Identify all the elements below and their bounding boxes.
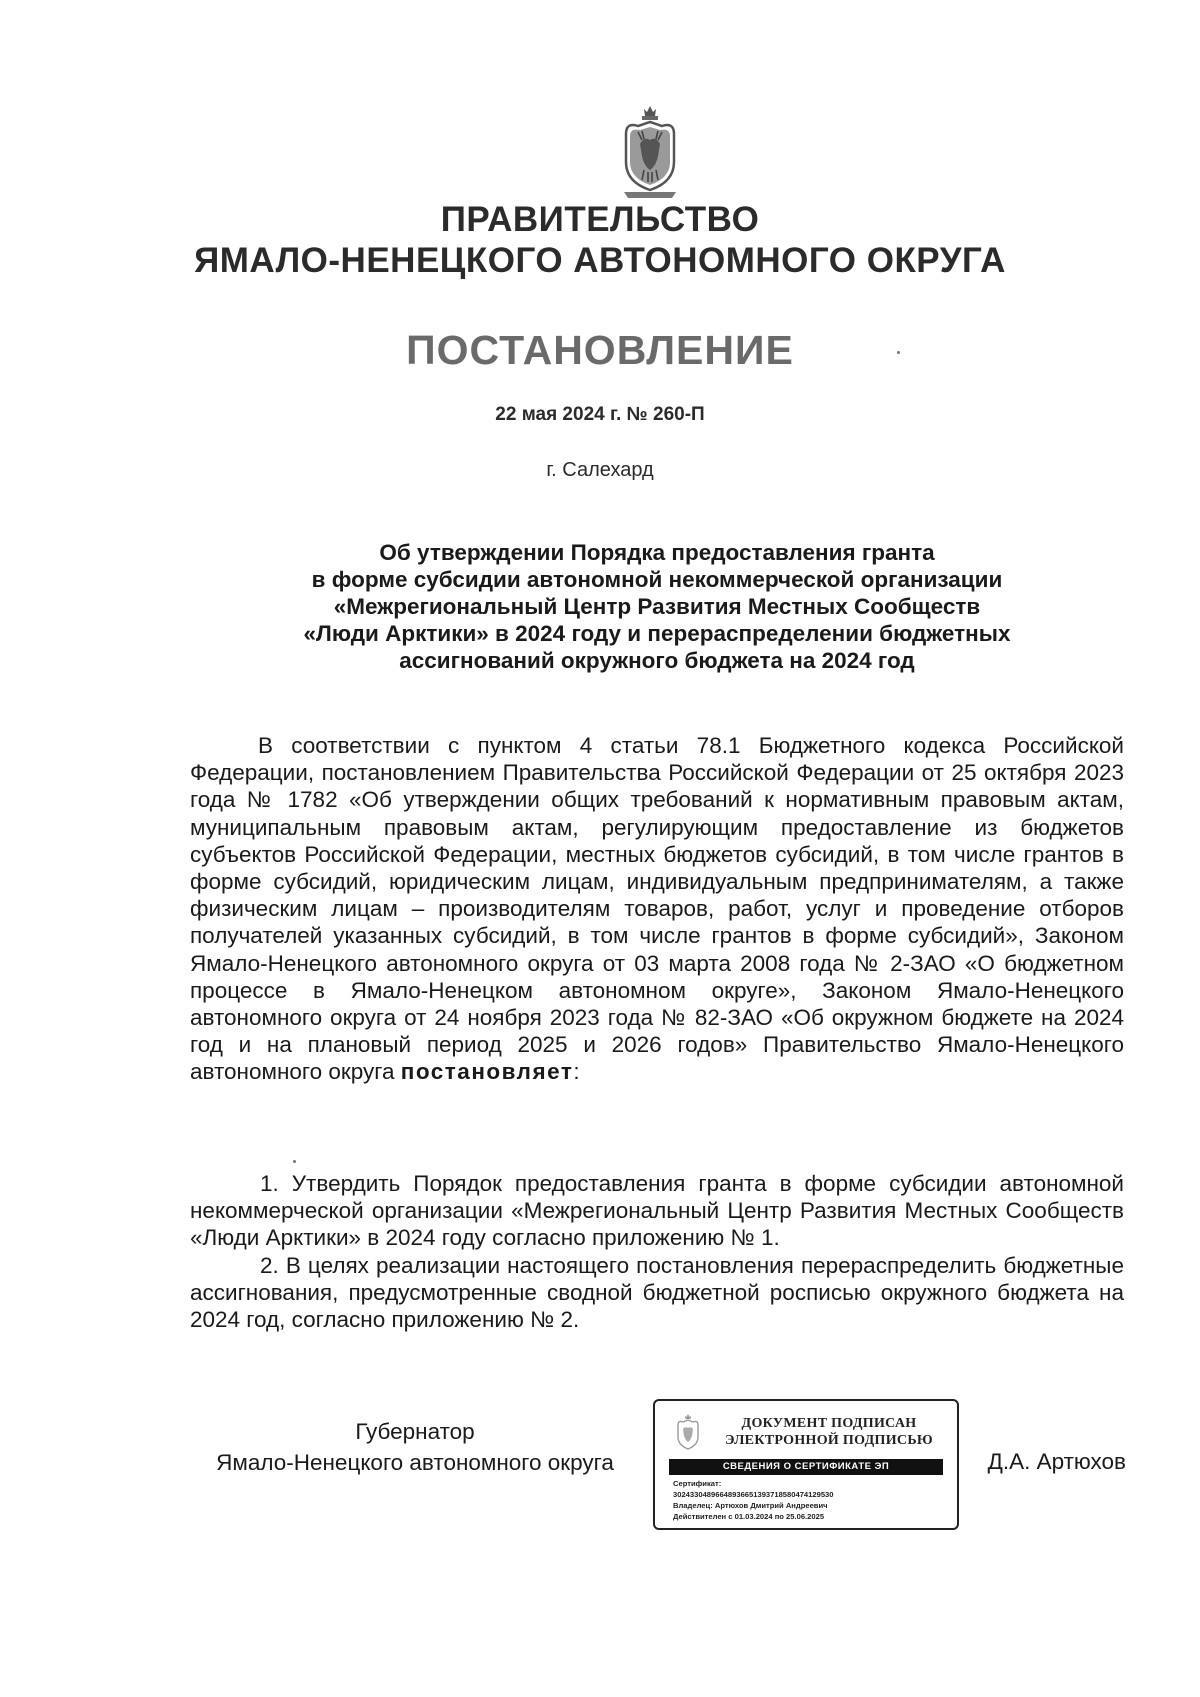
resolution-item: 1. Утвердить Порядок предоставления гранта в форме субсидии автономной некоммерческой организации «Межрегиональный Центр Развития Местных Сообществ «Люди Арктики» в 2024 году согласно приложению № 1. — [190, 1171, 1124, 1251]
signatory-role-line2: Ямало-Ненецкого автономного округа — [216, 1450, 614, 1475]
stamp-owner: Владелец: Артюхов Дмитрий Андреевич — [673, 1501, 828, 1510]
resolve-suffix: : — [573, 1059, 580, 1085]
stamp-validity: Действителен с 01.03.2024 по 25.06.2025 — [673, 1512, 825, 1521]
document-type-title: ПОСТАНОВЛЕНИЕ — [406, 327, 794, 373]
preamble-text — [190, 732, 1124, 1086]
document-subject — [190, 539, 1124, 674]
stamp-certificate-bar: СВЕДЕНИЯ О СЕРТИФИКАТЕ ЭП — [669, 1459, 943, 1475]
resolution-items — [190, 1170, 1124, 1333]
signatory-role-line1: Губернатор — [355, 1419, 475, 1444]
signatory-name: Д.А. Артюхов — [987, 1449, 1126, 1474]
stamp-emblem-icon — [675, 1413, 701, 1451]
stamp-certificate-number: 30243304896648936651393718580474129530 — [673, 1490, 834, 1499]
scan-dot — [293, 1160, 296, 1163]
stamp-heading-line1: ДОКУМЕНТ ПОДПИСАН — [741, 1416, 917, 1431]
stamp-certificate-label: Сертификат: — [673, 1479, 722, 1488]
coat-of-arms-emblem — [620, 104, 680, 200]
government-name-line1: ПРАВИТЕЛЬСТВО — [440, 200, 760, 239]
preamble-paragraph — [190, 732, 1124, 1086]
subject-line: в форме субсидии автономной некоммерческой организации — [311, 567, 1003, 592]
subject-line: «Межрегиональный Центр Развития Местных Сообществ — [333, 594, 981, 619]
stamp-heading — [711, 1415, 947, 1449]
resolve-word: постановляет — [400, 1059, 574, 1085]
electronic-signature-stamp — [653, 1399, 959, 1530]
government-name-line2: ЯМАЛО-НЕНЕЦКОГО АВТОНОМНОГО ОКРУГА — [194, 241, 1006, 280]
stamp-heading-line2: ЭЛЕКТРОННОЙ ПОДПИСЬЮ — [725, 1433, 933, 1448]
document-date-number: 22 мая 2024 г. № 260-П — [495, 404, 705, 425]
preamble-body: В соответствии с пунктом 4 статьи 78.1 Бюджетного кодекса Российской Федерации, постановлением Правительства Российской Федерации от 25 октября 2023 года № 1782 «Об утверждении общих требований к нормативным правовым актам, муниципальным правовым актам, регулирующим предоставление из бюджетов субъектов Российской Федерации, местных бюджетов субсидий, в том числе грантов в форме субсидий, юридическим лицам, индивидуальным предпринимателям, а также физическим лицам – производителям товаров, работ, услуг и проведение отборов получателей указанных субсидий, в том числе грантов в форме субсидий», Законом Ямало-Ненецкого автономного округа от 03 марта 2008 года № 2-ЗАО «О бюджетном процессе в Ямало-Ненецком автономном округе», Законом Ямало-Ненецкого автономного округа от 24 ноября 2023 года № 82-ЗАО «Об окружном бюджете на 2024 год и на плановый период 2025 и 2026 годов» Правительство Ямало-Ненецкого автономного округа — [190, 733, 1124, 1085]
subject-line: Об утверждении Порядка предоставления гранта — [379, 540, 935, 565]
scan-dot — [897, 351, 900, 354]
document-city: г. Салехард — [546, 459, 654, 481]
subject-line: ассигнований окружного бюджета на 2024 год — [399, 648, 915, 673]
resolution-item: 2. В целях реализации настоящего постановления перераспределить бюджетные ассигнования, предусмотренные сводной бюджетной росписью окружного бюджета на 2024 год, согласно приложению № 2. — [190, 1252, 1124, 1333]
subject-line: «Люди Арктики» в 2024 году и перераспределении бюджетных — [303, 621, 1011, 646]
